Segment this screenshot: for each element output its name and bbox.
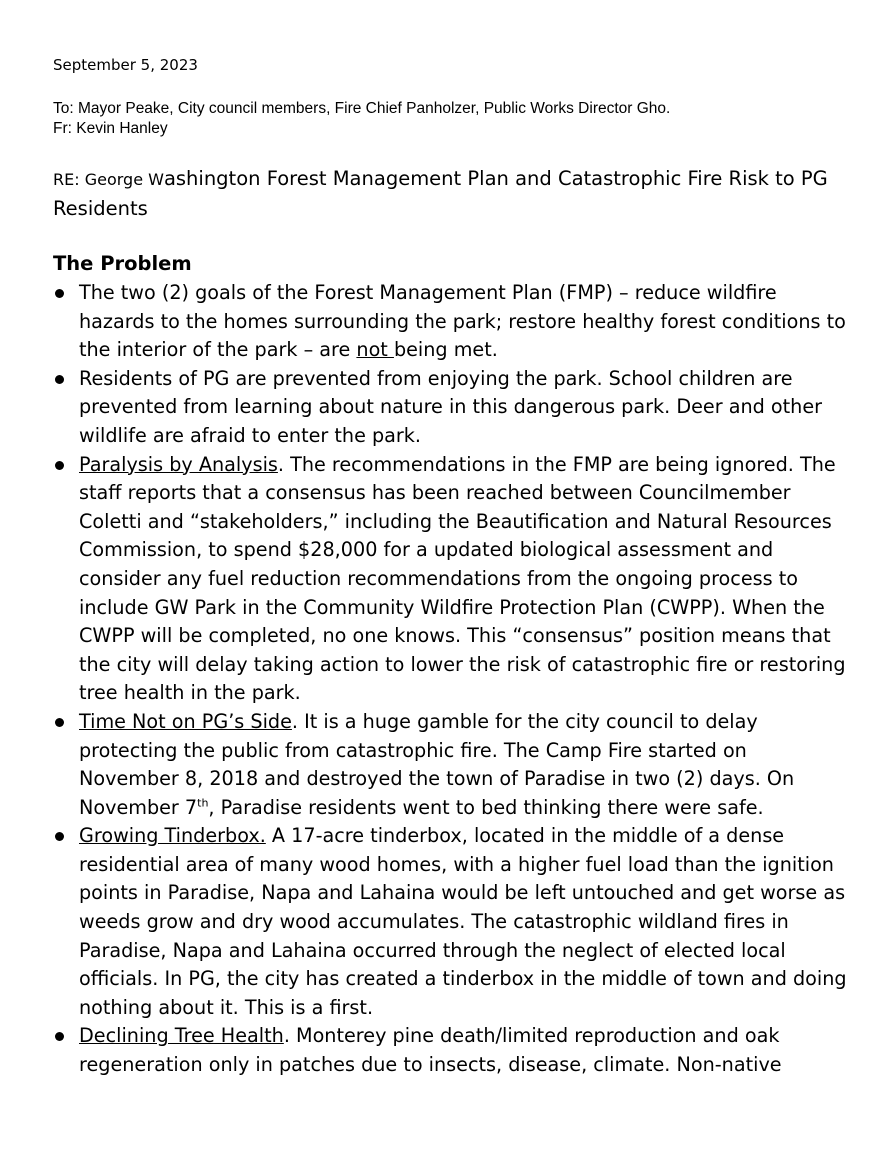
bullet-text: Residents of PG are prevented from enjoying the park. School children are prevented from learning about nature in this dangerous park. Deer and other wildlife are afraid to enter the park. [79, 366, 823, 447]
bullet-emphasis: not [356, 338, 394, 362]
bullet-text: . Monterey pine death/limited reproduction and oak regeneration only in patches due to insects, disease, climate. Non-native [79, 1024, 782, 1077]
bullet-text: being met. [393, 338, 498, 362]
superscript: th [197, 796, 209, 810]
list-item [53, 1022, 848, 1079]
bullet-text: The two (2) goals of the Forest Management Plan (FMP) – reduce wildfire hazards to the homes surrounding the park; restore healthy forest conditions to the interior of the park – are [79, 281, 846, 362]
section-heading: The Problem [53, 252, 192, 275]
bullet-icon [55, 289, 64, 298]
subject-line [53, 164, 853, 223]
list-item [53, 451, 848, 708]
bullet-text: , Paradise residents went to bed thinking there were safe. [208, 795, 764, 819]
subject-text-line2: Residents [53, 197, 148, 220]
bullet-text: A 17-acre tinderbox, located in the middle of a dense residential area of many wood homes, with a higher fuel load than the ignition points in Paradise, Napa and Lahaina would be left untouched and get worse as weeds grow and dry wood accumulates. The catastrophic wildland fires in Paradise, Napa and Lahaina occurred through the neglect of elected local officials. In PG, the city has created a tinderbox in the middle of town and doing nothing about it. This is a first. [79, 824, 847, 1019]
list-item [53, 708, 848, 822]
bullet-title: Time Not on PG’s Side [79, 709, 292, 733]
letter-date: September 5, 2023 [53, 56, 198, 74]
bullet-text: . The recommendations in the FMP are being ignored. The staff reports that a consensus has been reached between Councilmember Coletti and “stakeholders,” including the Beautification and Natural Resources Commission, to spend $28,000 for a updated biological assessment and consider any fuel reduction recommendations from the ongoing process to include GW Park in the Community Wildfire Protection Plan (CWPP). When the CWPP will be completed, no one knows. This “consensus” position means that the city will delay taking action to lower the risk of catastrophic fire or restoring tree health in the park. [79, 452, 846, 705]
bullet-title: Paralysis by Analysis [79, 452, 278, 476]
bullet-icon [55, 718, 64, 727]
bullet-title: Growing Tinderbox. [79, 824, 266, 848]
list-item [53, 279, 848, 365]
bullet-icon [55, 1032, 64, 1041]
from-line: Fr: Kevin Hanley [53, 120, 168, 137]
bullet-icon [55, 832, 64, 841]
problem-list [53, 279, 848, 1080]
subject-prefix: RE: George W [53, 170, 164, 189]
bullet-text: . It is a huge gamble for the city council to delay protecting the public from catastrophic fire. The Camp Fire started on November 8, 2018 and destroyed the town of Paradise in two (2) days. On November 7 [79, 709, 795, 819]
bullet-icon [55, 375, 64, 384]
bullet-icon [55, 461, 64, 470]
bullet-title: Declining Tree Health [79, 1024, 284, 1048]
list-item [53, 822, 848, 1022]
to-line: To: Mayor Peake, City council members, Fire Chief Panholzer, Public Works Director Gho. [53, 100, 671, 117]
list-item [53, 365, 848, 451]
subject-text: ashington Forest Management Plan and Catastrophic Fire Risk to PG [163, 167, 828, 190]
